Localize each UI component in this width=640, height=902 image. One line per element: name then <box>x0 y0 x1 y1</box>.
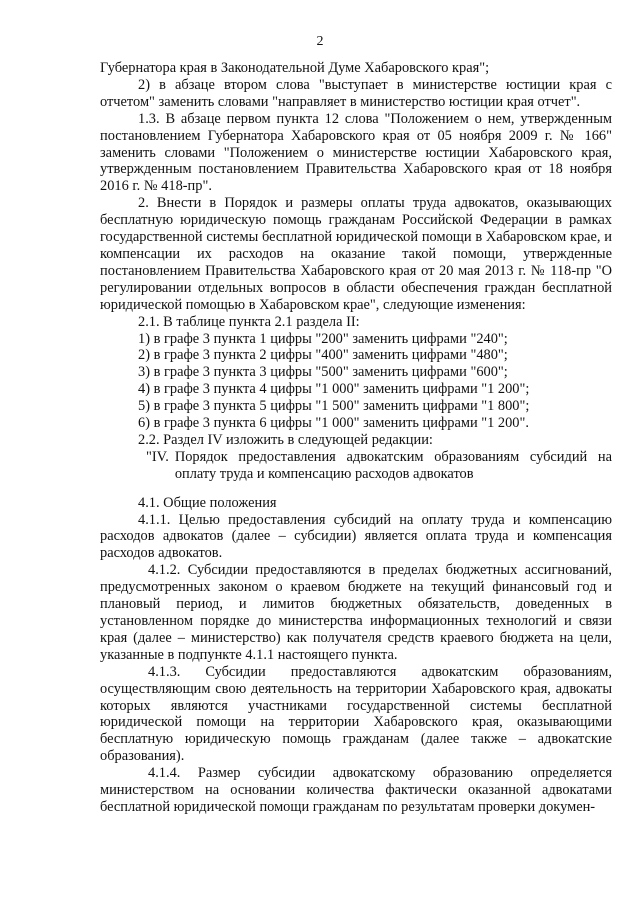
paragraph-1-3: 1.3. В абзаце первом пункта 12 слова "Положением о нем, утвержденным постановлением Губернатора Хабаровского края от 05 ноября 2009 г. № 166" заменить словами "Положением о министерстве юстиции Хабаровского края, утвержденным постановлением Правительства Хабаровского края от 18 ноября 2016 г. № 418-пр". <box>100 110 612 195</box>
list-item: 6) в графе 3 пункта 6 цифры "1 000" заменить цифрами "1 200". <box>138 415 529 432</box>
list-item: 5) в графе 3 пункта 5 цифры "1 500" заменить цифрами "1 800"; <box>138 398 530 415</box>
spacer <box>100 483 612 495</box>
paragraph-2-2: 2.2. Раздел IV изложить в следующей редакции: <box>138 431 433 448</box>
paragraph-4-1-4: 4.1.4. Размер субсидии адвокатскому образованию определяется министерством на основании количества фактически оказанной адвокатами бесплатной юридической помощи гражданам по результатам проверки докумен- <box>100 765 612 815</box>
list-item: 1) в графе 3 пункта 1 цифры "200" заменить цифрами "240"; <box>138 330 508 347</box>
document-body <box>100 60 612 816</box>
section-number: "IV. <box>146 448 169 465</box>
section-heading <box>100 449 612 483</box>
list-item: 4) в графе 3 пункта 4 цифры "1 000" заменить цифрами "1 200"; <box>138 381 530 398</box>
section-title: Порядок предоставления адвокатским образованиям субсидий на оплату труда и компенсацию расходов адвокатов <box>174 448 612 482</box>
list-item: 2) в графе 3 пункта 2 цифры "400" заменить цифрами "480"; <box>138 347 508 364</box>
paragraph-2: 2. Внести в Порядок и размеры оплаты труда адвокатов, оказывающих бесплатную юридическую помощь гражданам Российской Федерации в рамках государственной системы бесплатной юридической помощи в Хабаровском крае, и компенсации их расходов на оказание такой помощи, утвержденные постановлением Правительства Хабаровского края от 20 мая 2013 г. № 118-пр "О регулировании отдельных вопросов в области обеспечения граждан бесплатной юридической помощью в Хабаровском крае", следующие изменения: <box>100 195 612 313</box>
subsection-heading: 4.1. Общие положения <box>138 494 277 511</box>
list-item: 3) в графе 3 пункта 3 цифры "500" заменить цифрами "600"; <box>138 364 508 381</box>
page-number: 2 <box>316 34 324 49</box>
paragraph-amendment-2: 2) в абзаце втором слова "выступает в министерстве юстиции края с отчетом" заменить словами "направляет в министерство юстиции края отчет". <box>100 76 612 110</box>
paragraph-continuation: Губернатора края в Законодательной Думе Хабаровского края"; <box>100 60 490 76</box>
paragraph-4-1-2: 4.1.2. Субсидии предоставляются в пределах бюджетных ассигнований, предусмотренных законом о краевом бюджете на текущий финансовый год и плановый период, и лимитов бюджетных обязательств, доведенных в установленном порядке до министерства информационных технологий и связи края (далее – министерство) как получателя средств краевого бюджета на цели, указанные в подпункте 4.1.1 настоящего пункта. <box>100 562 612 663</box>
paragraph-4-1-3: 4.1.3. Субсидии предоставляются адвокатским образованиям, осуществляющим свою деятельность на территории Хабаровского края, адвокаты которых являются участниками государственной системы бесплатной юридической помощи на территории Хабаровского края, оказывающими бесплатную юридическую помощь гражданам (далее также – адвокатские образования). <box>100 663 612 765</box>
paragraph-2-1: 2.1. В таблице пункта 2.1 раздела II: <box>138 313 360 330</box>
paragraph-4-1-1: 4.1.1. Целью предоставления субсидий на оплату труда и компенсацию расходов адвокатов (далее – субсидии) является оплата труда и компенсация расходов адвокатов. <box>100 511 612 562</box>
